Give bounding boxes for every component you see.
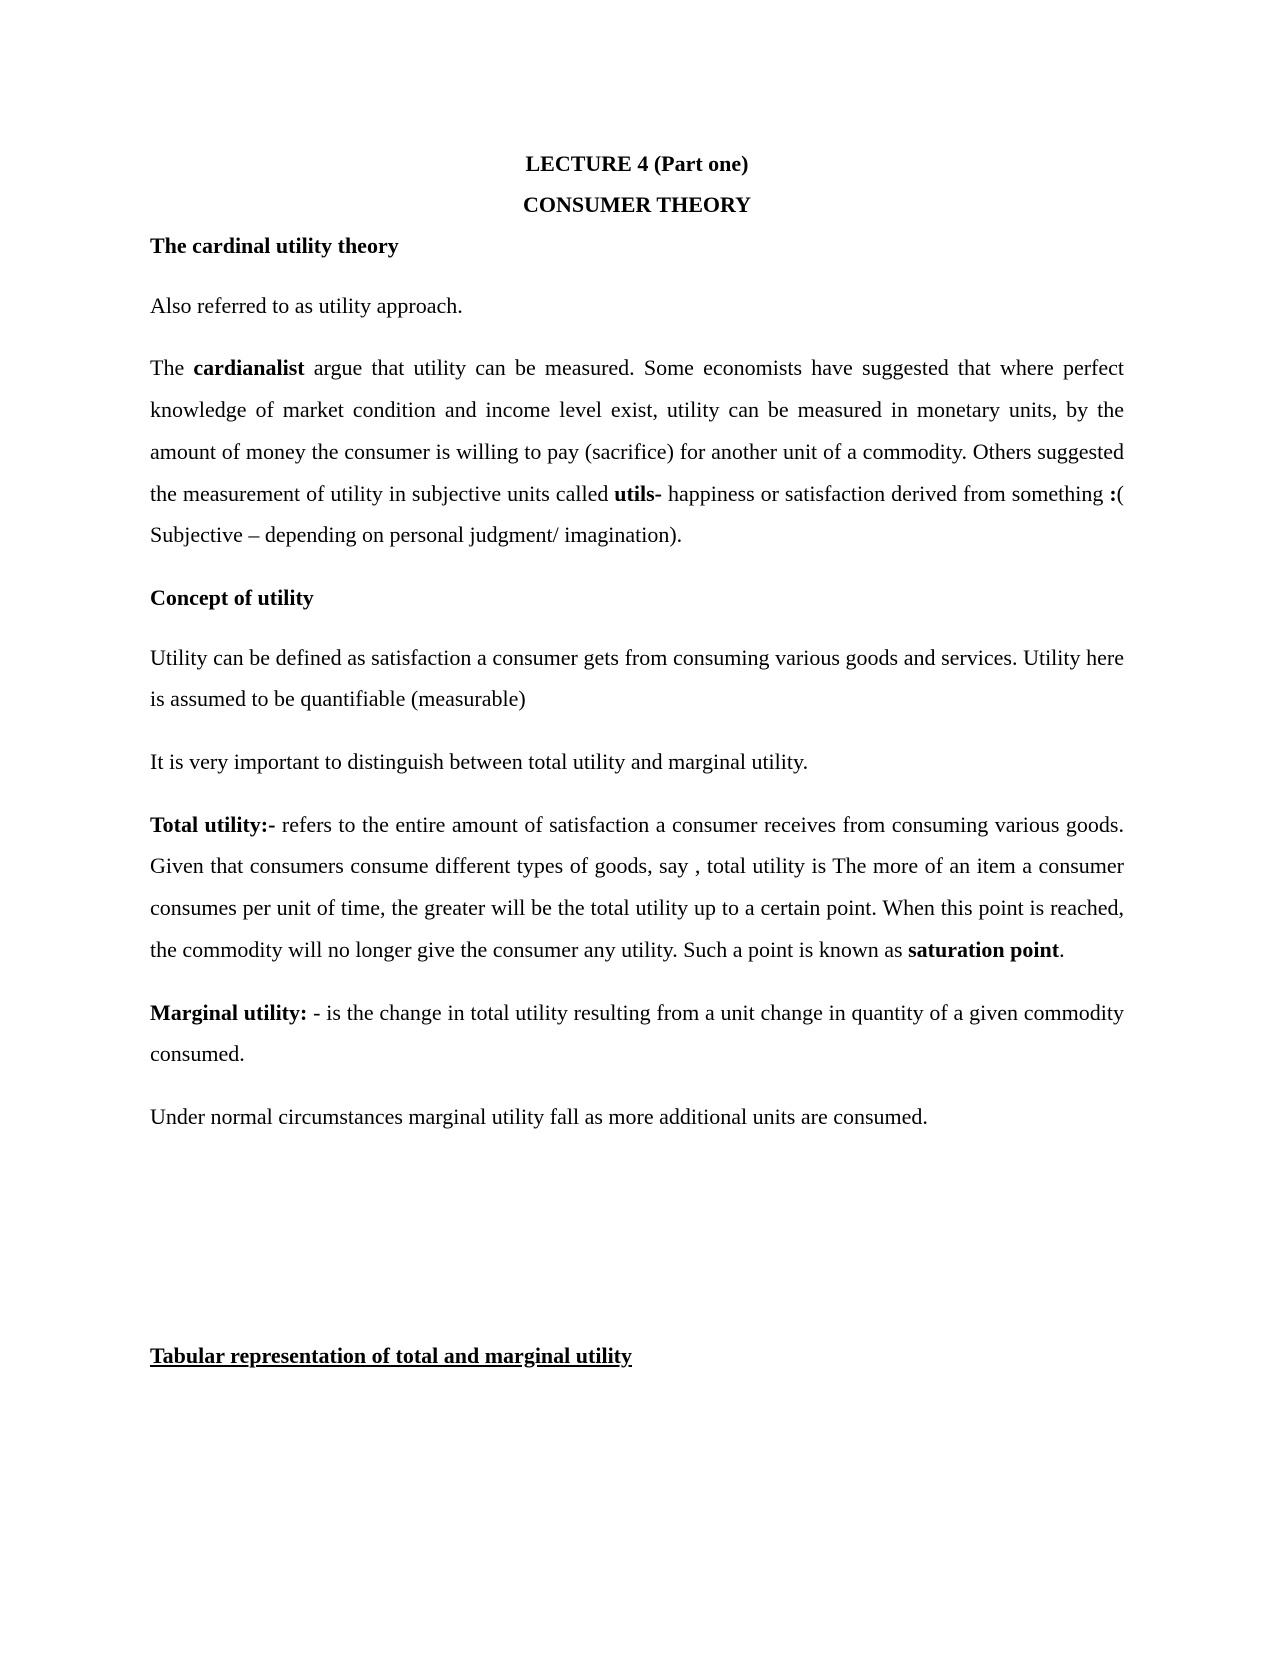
text-run: happiness or satisfaction derived from something bbox=[661, 480, 1110, 506]
text-run: The bbox=[150, 355, 194, 381]
total-utility-paragraph bbox=[150, 804, 1124, 971]
lecture-title: LECTURE 4 (Part one) bbox=[525, 151, 749, 176]
cardinalist-paragraph bbox=[150, 347, 1124, 556]
bold-colon: : bbox=[1109, 480, 1117, 506]
distinguish-paragraph: It is very important to distinguish between total utility and marginal utility. bbox=[150, 749, 809, 775]
text-run: argue that utility can be measured. Some economists have suggested that where perfect knowledge of market condition and income level exist, utility can be measured in monetary units, by the amount of money the consumer is willing to pay (sacrifice) for another unit of a commodity. Others suggested the measurement of utility in subjective units called bbox=[150, 355, 1124, 506]
tabular-representation-heading: Tabular representation of total and marginal utility bbox=[150, 1342, 633, 1368]
section-heading-cardinal-utility: The cardinal utility theory bbox=[150, 233, 399, 258]
bold-term-utils: utils- bbox=[614, 480, 662, 506]
blank-space bbox=[150, 1159, 1124, 1335]
bold-term-marginal-utility: Marginal utility: bbox=[150, 999, 308, 1025]
normal-circumstances-paragraph: Under normal circumstances marginal utility fall as more additional units are consumed. bbox=[150, 1103, 928, 1129]
bold-term-total-utility: Total utility:- bbox=[150, 811, 276, 837]
text-run: - is the change in total utility resulting from a unit change in quantity of a given commodity consumed. bbox=[150, 999, 1124, 1067]
intro-paragraph: Also referred to as utility approach. bbox=[150, 292, 463, 318]
utility-definition-paragraph: Utility can be defined as satisfaction a consumer gets from consuming various goods and services. Utility here is assumed to be quantifiable (measurable) bbox=[150, 644, 1124, 712]
section-heading-concept-of-utility: Concept of utility bbox=[150, 584, 314, 610]
document-content bbox=[150, 143, 1124, 1376]
text-run: . bbox=[1059, 936, 1065, 962]
bold-term-saturation-point: saturation point bbox=[908, 936, 1060, 962]
lecture-subtitle: CONSUMER THEORY bbox=[522, 192, 751, 217]
text-run: refers to the entire amount of satisfaction a consumer receives from consuming various goods. Given that consumers consume different types of goods, say , total utility is The more of an item a consumer consumes per unit of time, the greater will be the total utility up to a certain point. When this point is reached, the commodity will no longer give the consumer any utility. Such a point is known as bbox=[150, 811, 1124, 962]
marginal-utility-paragraph bbox=[150, 992, 1124, 1075]
bold-term-cardianalist: cardianalist bbox=[193, 355, 305, 381]
text-run: ( Subjective – depending on personal judgment/ imagination). bbox=[150, 480, 1124, 548]
